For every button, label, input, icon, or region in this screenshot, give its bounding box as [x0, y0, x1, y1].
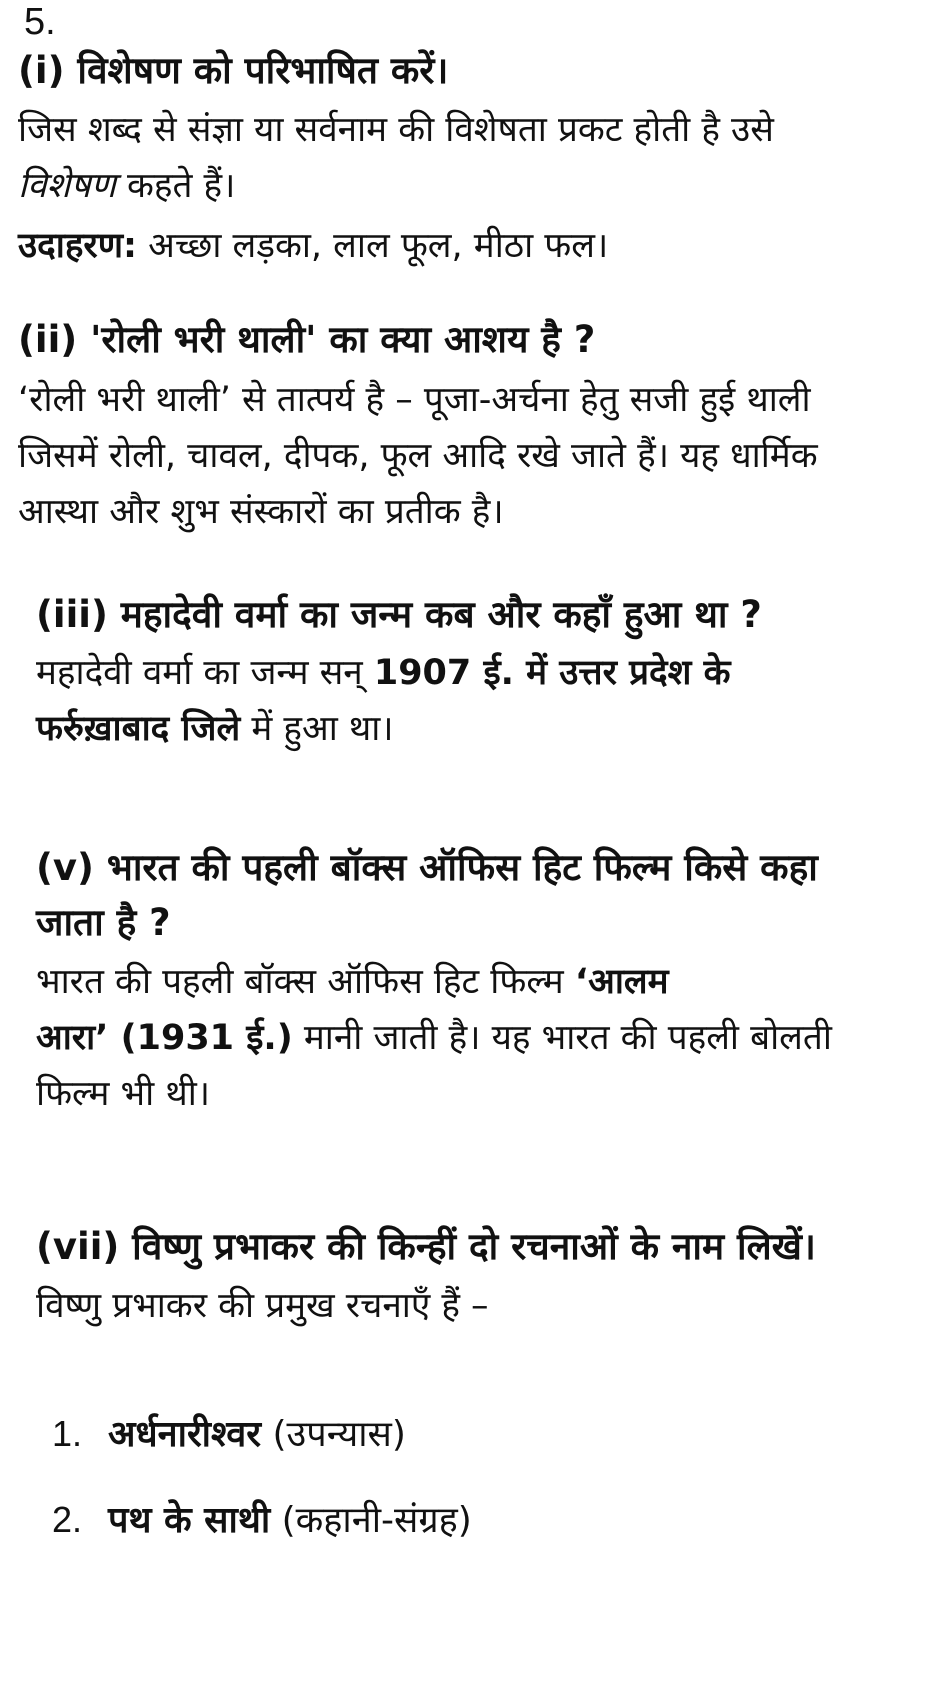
- work-title: अर्धनारीश्वर: [108, 1414, 262, 1455]
- list-item: [52, 1492, 472, 1549]
- question-vii: (vii) विष्णु प्रभाकर की किन्हीं दो रचनाओं के नाम लिखें।: [36, 1225, 816, 1268]
- answer-iii-line-1: [36, 645, 730, 701]
- answer-v-line-3: फिल्म भी थी।: [36, 1074, 211, 1114]
- answer-ii-line-1: ‘रोली भरी थाली’ से तात्पर्य है – पूजा-अर्चना हेतु सजी हुई थाली: [18, 380, 811, 420]
- example-text: अच्छा लड़का, लाल फूल, मीठा फल।: [137, 226, 609, 266]
- list-number: 1.: [52, 1413, 83, 1454]
- answer-iii-place: फर्रुख़ाबाद जिले: [36, 709, 241, 749]
- answer-i-line-2: [18, 158, 235, 214]
- answer-v-line-2: [36, 1010, 832, 1066]
- answer-i-example: [18, 218, 608, 274]
- answer-v-film-start: ‘आलम: [574, 962, 669, 1002]
- answer-v-film-end: आरा’ (1931 ई.): [36, 1018, 293, 1058]
- answer-iii-rest: में हुआ था।: [240, 709, 394, 749]
- answer-v-plain: भारत की पहली बॉक्स ऑफिस हिट फिल्म: [36, 962, 575, 1002]
- question-i: (i) विशेषण को परिभाषित करें।: [18, 49, 449, 92]
- list-number: 2.: [52, 1499, 83, 1540]
- work-title: पथ के साथी: [108, 1500, 271, 1541]
- work-genre: (उपन्यास): [261, 1414, 406, 1455]
- answer-v-rest: मानी जाती है। यह भारत की पहली बोलती: [292, 1018, 832, 1058]
- answer-i-line-1: जिस शब्द से संज्ञा या सर्वनाम की विशेषता प्रकट होती है उसे: [18, 110, 774, 150]
- answer-iii-plain: महादेवी वर्मा का जन्म सन्: [36, 653, 374, 693]
- question-ii: (ii) 'रोली भरी थाली' का क्या आशय है ?: [18, 318, 596, 361]
- term-visheshan: विशेषण: [18, 166, 116, 206]
- question-number: 5.: [24, 1, 56, 43]
- answer-i-line-2-rest: कहते हैं।: [115, 166, 236, 206]
- answer-ii-line-3: आस्था और शुभ संस्कारों का प्रतीक है।: [18, 492, 504, 532]
- question-v-line-2: जाता है ?: [36, 901, 171, 944]
- answer-iii-line-2: [36, 701, 394, 757]
- answer-v-line-1: [36, 954, 669, 1010]
- example-label: उदाहरण:: [18, 226, 138, 266]
- answer-vii-intro: विष्णु प्रभाकर की प्रमुख रचनाएँ हैं –: [36, 1286, 489, 1326]
- work-genre: (कहानी-संग्रह): [270, 1500, 472, 1541]
- answer-iii-bold: 1907 ई. में उत्तर प्रदेश के: [373, 653, 731, 693]
- question-v-line-1: (v) भारत की पहली बॉक्स ऑफिस हिट फिल्म किसे कहा: [36, 846, 818, 889]
- answer-ii-line-2: जिसमें रोली, चावल, दीपक, फूल आदि रखे जाते हैं। यह धार्मिक: [18, 436, 818, 476]
- list-item: [52, 1406, 406, 1463]
- question-iii: (iii) महादेवी वर्मा का जन्म कब और कहाँ हुआ था ?: [36, 593, 762, 636]
